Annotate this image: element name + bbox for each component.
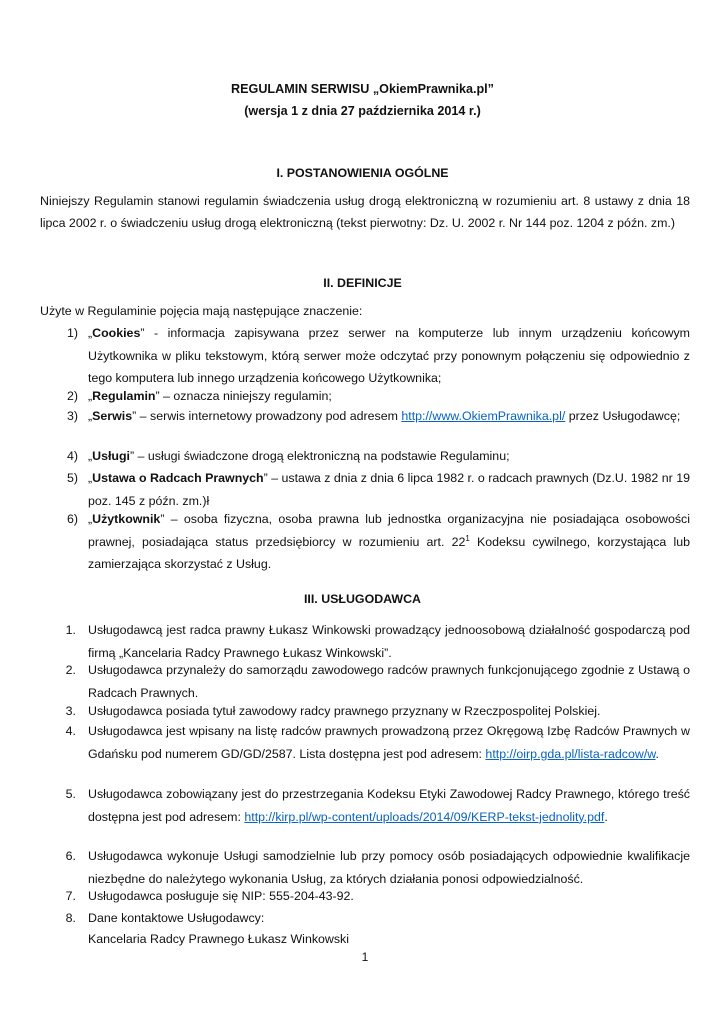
provider-contact-name: Kancelaria Radcy Prawnego Łukasz Winkowski bbox=[88, 932, 350, 946]
provider-item-6: Usługodawca wykonuje Usługi samodzielnie lub przy pomocy osób posiadających odpowiednie kwalifikacje niezbędne do należytego wykonania Usług, za których działania ponosi odpowiedzialność. bbox=[88, 849, 690, 886]
provider-item-2: Usługodawca przynależy do samorządu zawodowego radców prawnych funkcjonującego zgodnie z Ustawą o Radcach Prawnych. bbox=[88, 663, 690, 700]
general-provisions-paragraph: Niniejszy Regulamin stanowi regulamin świadczenia usług drogą elektroniczną w rozumieniu art. 8 ustawy z dnia 18 lipca 2002 r. o świadczeniu usług drogą elektroniczną (tekst pierwotny: Dz. U. 2002 r. Nr 144 poz. 1204 z późn. zm.) bbox=[40, 194, 690, 230]
list-item-number: 1. bbox=[65, 623, 76, 637]
document-title: REGULAMIN SERWISU „OkiemPrawnika.pl” bbox=[231, 82, 494, 96]
section-heading-provider: III. USŁUGODAWCA bbox=[303, 592, 422, 606]
list-item-number: 4) bbox=[66, 449, 78, 463]
list-item-number: 8. bbox=[65, 911, 76, 925]
footnote-superscript: 1 bbox=[465, 533, 470, 543]
provider-item-8: Dane kontaktowe Usługodawcy: bbox=[88, 911, 265, 925]
page-number: 1 bbox=[361, 950, 369, 964]
provider-item-7: Usługodawca posługuje się NIP: 555-204-43-92. bbox=[88, 889, 354, 903]
definition-regulamin: „Regulamin” – oznacza niniejszy regulamin; bbox=[88, 389, 332, 403]
list-item-number: 4. bbox=[65, 724, 76, 738]
list-item-number: 5. bbox=[65, 787, 76, 801]
list-item-number: 3) bbox=[66, 409, 78, 423]
list-item-number: 7. bbox=[65, 889, 76, 903]
definition-ustawa: „Ustawa o Radcach Prawnych” – ustawa z dnia z dnia 6 lipca 1982 r. o radcach prawnych (Dz.U. 1982 nr 19 poz. 145 z późn. zm.)ł bbox=[88, 471, 690, 508]
list-item-number: 3. bbox=[65, 704, 76, 718]
kerp-link[interactable]: http://kirp.pl/wp-content/uploads/2014/09/KERP-tekst-jednolity.pdf bbox=[244, 809, 605, 824]
definition-uzytkownik: „Użytkownik” – osoba fizyczna, osoba prawna lub jednostka organizacyjna nie posiadająca osobowości prawnej, posiadająca status przedsiębiorcy w rozumieniu art. $22^1$ Kodeksu cywilnego, korzystająca lub zamierzająca skorzystać z Usług. bbox=[88, 512, 690, 571]
definition-term: Użytkownik bbox=[92, 512, 161, 526]
definition-uslugi: „Usługi” – usługi świadczone drogą elektroniczną na podstawie Regulaminu; bbox=[88, 449, 510, 463]
document-version: (wersja 1 z dnia 27 października 2014 r.) bbox=[244, 104, 481, 118]
website-link[interactable]: http://www.OkiemPrawnika.pl/ bbox=[401, 409, 566, 423]
oirp-list-link[interactable]: http://oirp.gda.pl/lista-radcow/w bbox=[485, 746, 656, 761]
list-item-number: 2) bbox=[66, 389, 78, 403]
list-item-number: 2. bbox=[65, 663, 76, 677]
list-item-number: 5) bbox=[66, 471, 78, 485]
definitions-intro: Użyte w Regulaminie pojęcia mają następujące znaczenie: bbox=[40, 304, 363, 318]
provider-item-3: Usługodawca posiada tytuł zawodowy radcy prawnego przyznany w Rzeczpospolitej Polskiej. bbox=[88, 704, 601, 718]
list-item-number: 6) bbox=[66, 512, 78, 526]
definition-term: Regulamin bbox=[92, 389, 156, 403]
definition-term: Serwis bbox=[92, 409, 133, 423]
list-item-number: 1) bbox=[66, 326, 78, 340]
provider-item-1: Usługodawcą jest radca prawny Łukasz Winkowski prowadzący jednoosobową działalność gospodarczą pod firmą „Kancelaria Radcy Prawnego Łukasz Winkowski”. bbox=[88, 623, 690, 660]
definition-serwis: „Serwis” – serwis internetowy prowadzony pod adresem http://www.OkiemPrawnika.pl/ przez Usługodawcę; bbox=[88, 409, 681, 423]
definition-term: Cookies bbox=[92, 326, 141, 340]
provider-item-5: Usługodawca zobowiązany jest do przestrzegania Kodeksu Etyki Zawodowej Radcy Prawnego, którego treść dostępna jest pod adresem: http://kirp.pl/wp-content/uploads/2014/09/KERP-tekst-jednolity.pdf. bbox=[88, 787, 690, 824]
section-heading-general: I. POSTANOWIENIA OGÓLNE bbox=[276, 166, 449, 180]
section-heading-definitions: II. DEFINICJE bbox=[323, 276, 402, 290]
definition-term: Usługi bbox=[92, 449, 131, 463]
provider-item-4: Usługodawca jest wpisany na listę radców prawnych prowadzoną przez Okręgową Izbę Radców Prawnych w Gdańsku pod numerem GD/GD/2587. Lista dostępna jest pod adresem: http://oirp.gda.pl/lista-radcow/w. bbox=[88, 724, 690, 761]
list-item-number: 6. bbox=[65, 849, 76, 863]
definition-cookies: „Cookies” - informacja zapisywana przez serwer na komputerze lub innym urządzeniu końcowym Użytkownika w pliku tekstowym, którą serwer może odczytać przy ponownym połączeniu się odpowiednio z tego komputera lub innego urządzenia końcowego Użytkownika; bbox=[88, 326, 690, 385]
definition-term: Ustawa o Radcach Prawnych bbox=[92, 471, 264, 485]
